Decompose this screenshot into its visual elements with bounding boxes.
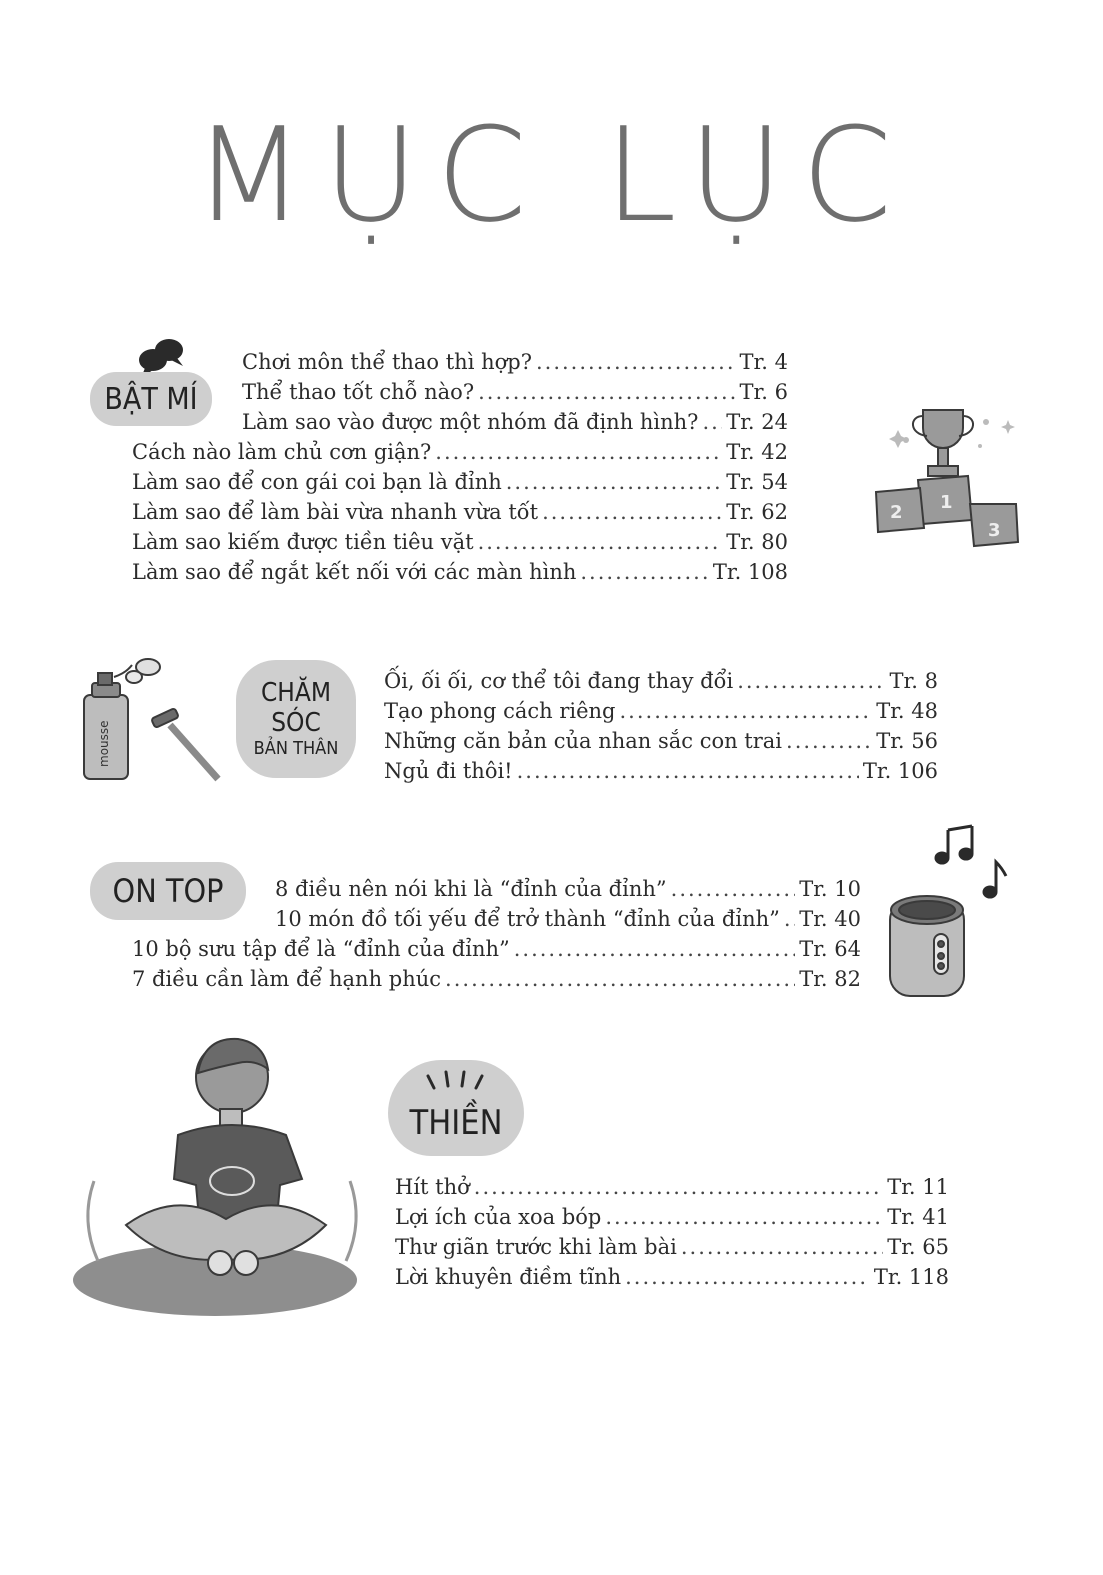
mousse-label: mousse [97,720,111,767]
toc-entry-title: Tạo phong cách riêng [384,699,616,723]
meditating-boy-illustration [70,1035,370,1320]
dot-leader [671,877,796,901]
toc-entry[interactable] [395,1205,949,1235]
toc-entry[interactable] [395,1235,949,1265]
toc-entry-title: 10 bộ sưu tập để là “đỉnh của đỉnh” [132,937,510,961]
section-badge-cham-soc-ban-than [236,660,356,778]
toc-entry-page: Tr. 56 [876,729,938,753]
badge-label-line: SÓC [271,707,321,738]
toc-entry-page: Tr. 8 [889,669,938,693]
toc-entry-title: 7 điều cần làm để hạnh phúc [132,967,442,991]
toc-entry-page: Tr. 48 [876,699,938,723]
toc-entry-page: Tr. 118 [873,1265,949,1289]
toc-entry-page: Tr. 10 [799,877,861,901]
podium-label-3: 3 [988,520,1001,541]
page-title: MỤC LỤC [192,99,911,251]
toc-entry-page: Tr. 24 [726,410,788,434]
toc-entry-page: Tr. 65 [887,1235,949,1259]
toc-entry-title: Lợi ích của xoa bóp [395,1205,602,1229]
toc-entry-page: Tr. 62 [726,500,788,524]
dot-leader [737,669,885,693]
toc-entry-title: Thư giãn trước khi làm bài [395,1235,677,1259]
toc-entry[interactable] [395,1265,949,1295]
badge-label: ON TOP [112,872,224,910]
dot-leader [514,937,795,961]
dot-leader [445,967,795,991]
badge-label-line: CHĂM [260,677,332,708]
dot-leader [580,560,708,584]
trophy-podium-illustration [868,400,1028,555]
toc-entry-page: Tr. 80 [726,530,788,554]
toc-entry[interactable] [242,350,788,380]
dot-leader [605,1205,883,1229]
badge-label-line: BẢN THÂN [253,737,339,759]
toc-entry-page: Tr. 108 [712,560,788,584]
toc-entry[interactable] [132,937,861,967]
toc-entry-title: Làm sao vào được một nhóm đã định hình? [242,410,699,434]
toc-entry-page: Tr. 82 [799,967,861,991]
mousse-razor-illustration [78,655,228,790]
toc-entry-title: Chơi môn thể thao thì hợp? [242,350,532,374]
toc-entry-page: Tr. 6 [739,380,788,404]
toc-entry-page: Tr. 40 [799,907,861,931]
toc-entry[interactable] [132,470,788,500]
toc-entry-title: Ngủ đi thôi! [384,759,513,783]
dot-leader [786,729,872,753]
toc-entry[interactable] [384,759,938,789]
dot-leader [435,440,722,464]
toc-entry-title: Thể thao tốt chỗ nào? [242,380,475,404]
toc-entry-page: Tr. 11 [887,1175,949,1199]
dot-leader [784,907,795,931]
toc-entry-page: Tr. 42 [726,440,788,464]
toc-entry-title: Làm sao để ngắt kết nối với các màn hình [132,560,577,584]
dot-leader [506,470,722,494]
toc-entry-title: 10 món đồ tối yếu để trở thành “đỉnh của đỉnh” [275,907,780,931]
dot-leader [517,759,859,783]
toc-entry[interactable] [384,669,938,699]
toc-entry[interactable] [132,560,788,590]
toc-entry[interactable] [132,500,788,530]
toc-entry-title: Ối, ối ối, cơ thể tôi đang thay đổi [384,669,734,693]
toc-entry[interactable] [384,699,938,729]
toc-entry-page: Tr. 106 [862,759,938,783]
toc-entry-page: Tr. 64 [799,937,861,961]
section-badge-on-top [90,862,246,920]
dot-leader [478,530,723,554]
toc-entry-title: Cách nào làm chủ cơn giận? [132,440,432,464]
toc-entry[interactable] [242,410,788,440]
dot-leader [625,1265,870,1289]
dot-leader [620,699,873,723]
toc-entry-page: Tr. 4 [739,350,788,374]
toc-entry[interactable] [242,380,788,410]
toc-entry[interactable] [132,440,788,470]
toc-entry-title: Lời khuyên điềm tĩnh [395,1265,622,1289]
toc-entry-title: Những căn bản của nhan sắc con trai [384,729,783,753]
dot-leader [478,380,735,404]
dot-leader [702,410,722,434]
speaker-music-illustration [882,822,1012,1007]
toc-entry-title: Làm sao để làm bài vừa nhanh vừa tốt [132,500,539,524]
toc-entry-page: Tr. 54 [726,470,788,494]
toc-entry[interactable] [395,1175,949,1205]
podium-label-1: 1 [940,492,953,513]
section-badge-bat-mi [90,372,212,426]
dot-leader [474,1175,883,1199]
badge-label: BẬT MÍ [104,381,198,417]
toc-entry[interactable] [275,877,861,907]
toc-entry-page: Tr. 41 [887,1205,949,1229]
dot-leader [542,500,722,524]
toc-entry[interactable] [132,967,861,997]
toc-entry[interactable] [384,729,938,759]
sunburst-lines-icon [416,1068,496,1098]
badge-label: THIỀN [409,1103,503,1143]
podium-label-2: 2 [890,502,903,523]
dot-leader [681,1235,883,1259]
toc-entry[interactable] [275,907,861,937]
toc-entry-title: Hít thở [395,1175,470,1199]
toc-entry[interactable] [132,530,788,560]
toc-entry-title: Làm sao để con gái coi bạn là đỉnh [132,470,502,494]
dot-leader [536,350,736,374]
toc-entry-title: Làm sao kiếm được tiền tiêu vặt [132,530,474,554]
toc-entry-title: 8 điều nên nói khi là “đỉnh của đỉnh” [275,877,667,901]
